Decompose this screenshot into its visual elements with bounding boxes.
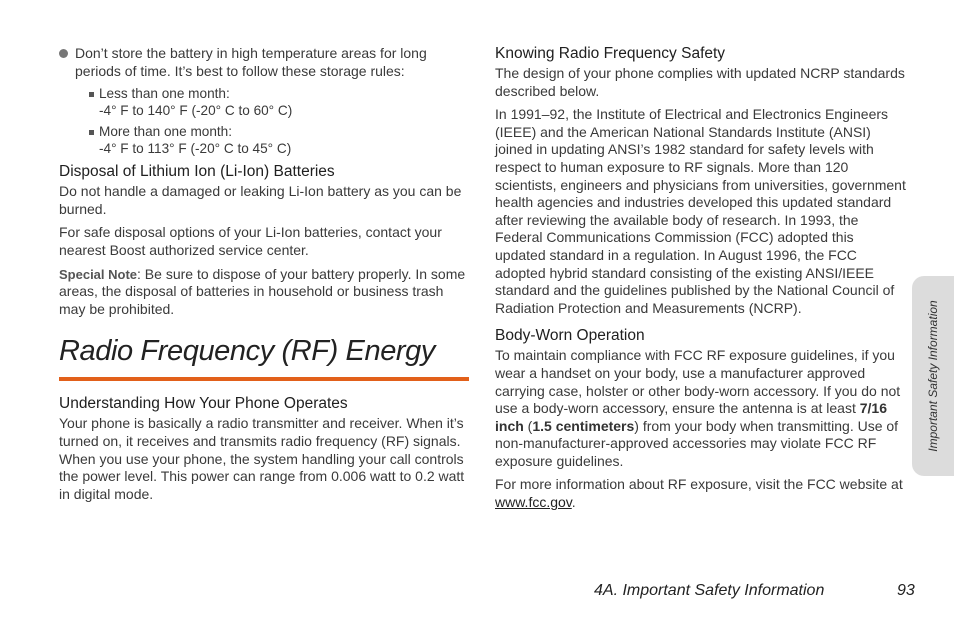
storage-rule-short-label: Less than one month: [99, 86, 230, 102]
page-number: 93 [897, 582, 915, 599]
disposal-heading: Disposal of Lithium Ion (Li-Ion) Batteries [59, 163, 335, 181]
special-note-text: : Be sure to dispose of your battery properly. In some areas, the disposal of batteries in household or business trash may be prohibited. [59, 265, 466, 317]
more-info-paragraph [495, 476, 907, 511]
storage-bullet-text: Don’t store the battery in high temperature areas for long periods of time. It’s best to follow these storage rules: [75, 45, 427, 79]
orange-divider [59, 377, 469, 381]
paren-open: ( [523, 417, 533, 434]
knowing-paragraph-1: The design of your phone complies with updated NCRP standards described below. [495, 65, 905, 99]
right-column [495, 44, 907, 518]
storage-rule-long [59, 124, 471, 157]
cm-value: 1.5 centimeters [532, 417, 635, 434]
inch-value: 7/16 inch [495, 400, 887, 434]
storage-rule-short-range: -4° F to 140° F (-20° C to 60° C) [99, 102, 293, 118]
fcc-website-link[interactable]: www.fcc.gov [495, 494, 572, 511]
bullet-dot-icon [59, 49, 68, 58]
knowing-heading: Knowing Radio Frequency Safety [495, 45, 726, 62]
disposal-paragraph-2: For safe disposal options of your Li-Ion batteries, contact your nearest Boost authorized service center. [59, 224, 442, 258]
special-note-label: Special Note [59, 266, 138, 282]
body-worn-paragraph [495, 347, 907, 470]
storage-rule-short [59, 86, 471, 119]
understanding-heading: Understanding How Your Phone Operates [59, 395, 348, 413]
knowing-paragraph-2: In 1991–92, the Institute of Electrical and Electronics Engineers (IEEE) and the American National Standards Institute (ANSI) joined in updating ANSI’s 1982 standard for safety levels with respect to human exposure to RF signals. More than 120 scientists, engineers and physicians from universities, government health agencies and industries developed this updated standard after reviewing the available body of research. In 1993, the Federal Communications Commission (FCC) adopted this updated standard in a regulation. In August 1996, the FCC adopted hybrid standard consisting of the existing ANSI/IEEE standard and the guidelines published by the National Council of Radiation Protection and Measurements (NCRP). [495, 106, 906, 316]
body-worn-text-b: ) from your body when transmitting. Use of non-manufacturer-approved accessories may violate FCC RF exposure guidelines. [495, 417, 899, 469]
special-note [59, 266, 471, 319]
storage-bullet [59, 45, 471, 80]
storage-rule-long-range: -4° F to 113° F (-20° C to 45° C) [99, 140, 292, 156]
footer-section-label: 4A. Important Safety Information [594, 582, 825, 599]
more-info-end: . [571, 494, 576, 511]
more-info-text: For more information about RF exposure, visit the FCC website at [495, 476, 903, 493]
section-title: Radio Frequency (RF) Energy [59, 335, 436, 368]
understanding-paragraph: Your phone is basically a radio transmitter and receiver. When it’s turned on, it receives and transmits radio frequency (RF) signals. When you use your phone, the system handling your call controls the power level. This power can range from 0.006 watt to 0.2 watt in digital mode. [59, 415, 465, 502]
side-tab-label: Important Safety Information [926, 300, 940, 452]
body-worn-text-a: To maintain compliance with FCC RF exposure guidelines, if you wear a handset on your body, use a manufacturer approved carrying case, holster or other body-worn accessory. If you do not use a body-worn accessory, ensure the antenna is at least [495, 347, 901, 417]
left-column [59, 45, 471, 509]
body-worn-heading: Body-Worn Operation [495, 327, 645, 345]
storage-rule-long-label: More than one month: [99, 124, 232, 140]
square-bullet-icon [89, 130, 94, 135]
disposal-paragraph-1: Do not handle a damaged or leaking Li-Ion battery as you can be burned. [59, 183, 462, 217]
square-bullet-icon [89, 92, 94, 97]
side-section-tab [912, 276, 954, 476]
